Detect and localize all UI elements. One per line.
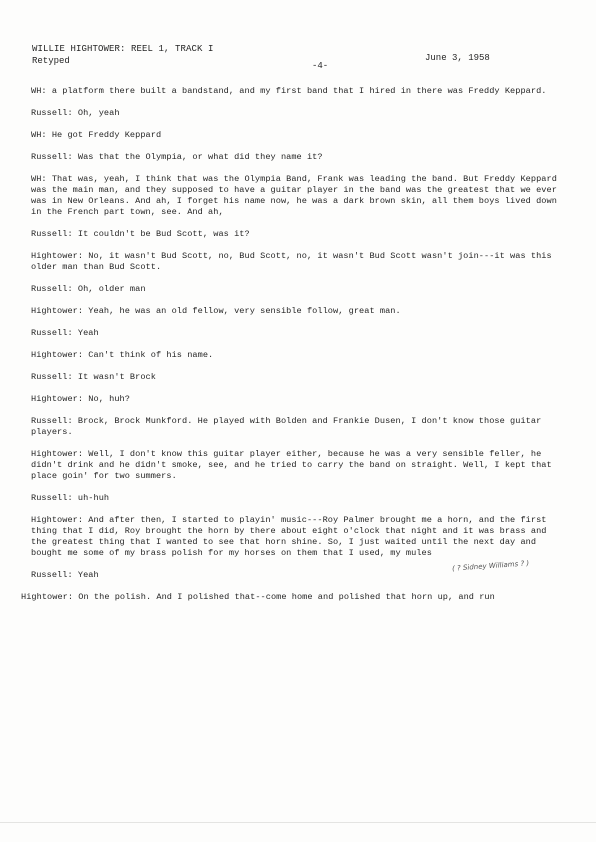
page-number: -4- — [312, 61, 329, 71]
transcript-paragraph: Hightower: No, huh? — [31, 394, 130, 404]
transcript-paragraph: WH: a platform there built a bandstand, and my first band that I hired in there was Freddy Keppard. — [31, 86, 547, 96]
transcript-paragraph: Russell: Brock, Brock Munkford. He played with Bolden and Frankie Dusen, I don't know those guitar players. — [31, 416, 542, 437]
transcript-paragraph: Hightower: Yeah, he was an old fellow, very sensible follow, great man. — [31, 306, 401, 316]
transcript-body — [21, 86, 567, 614]
document-title: WILLIE HIGHTOWER: REEL 1, TRACK I — [32, 44, 214, 54]
transcript-paragraph: Russell: Yeah — [31, 570, 99, 580]
transcript-paragraph: WH: He got Freddy Keppard — [31, 130, 162, 140]
transcript-paragraph: Russell: It couldn't be Bud Scott, was it? — [31, 229, 250, 239]
transcript-paragraph: Russell: Was that the Olympia, or what did they name it? — [31, 152, 323, 162]
document-date: June 3, 1958 — [425, 53, 490, 63]
transcript-paragraph: Russell: Oh, yeah — [31, 108, 120, 118]
transcript-paragraph: Russell: Yeah — [31, 328, 99, 338]
transcript-paragraph: Russell: Oh, older man — [31, 284, 146, 294]
transcript-paragraph: Hightower: Well, I don't know this guitar player either, because he was a very sensible feller, he didn't drink and he didn't smoke, see, and he tried to carry the band on straight. Well, I kept that place goin' for two summers. — [31, 449, 552, 481]
document-subtitle: Retyped — [32, 56, 70, 66]
transcript-paragraph: Russell: It wasn't Brock — [31, 372, 156, 382]
transcript-paragraph: Hightower: Can't think of his name. — [31, 350, 214, 360]
transcript-paragraph: Hightower: On the polish. And I polished that--come home and polished that horn up, and run — [21, 592, 495, 602]
handwritten-margin-note: ( ? Sidney Williams ? ) — [451, 559, 530, 573]
page-bottom-edge — [0, 822, 596, 823]
transcript-paragraph: Hightower: No, it wasn't Bud Scott, no, Bud Scott, no, it wasn't Bud Scott wasn't join---it was this older man than Bud Scott. — [31, 251, 552, 272]
transcript-paragraph: Hightower: And after then, I started to playin' music---Roy Palmer brought me a horn, and the first thing that I did, Roy brought the horn by there about eight o'clock that night and it was brass and the greatest thing that I wanted to see that horn shine. So, I just waited until the next day and bought me some of my brass polish for my horses on them that I used, my mules — [31, 515, 547, 558]
transcript-paragraph: Russell: uh-huh — [31, 493, 110, 503]
transcript-paragraph: WH: That was, yeah, I think that was the Olympia Band, Frank was leading the band. But Freddy Keppard was the main man, and they supposed to have a guitar player in the band was the greatest that we ever was in New Orleans. And ah, I forget his name now, he was a dark brown skin, all them boys lived down in the French part town, see. And ah, — [31, 174, 557, 217]
